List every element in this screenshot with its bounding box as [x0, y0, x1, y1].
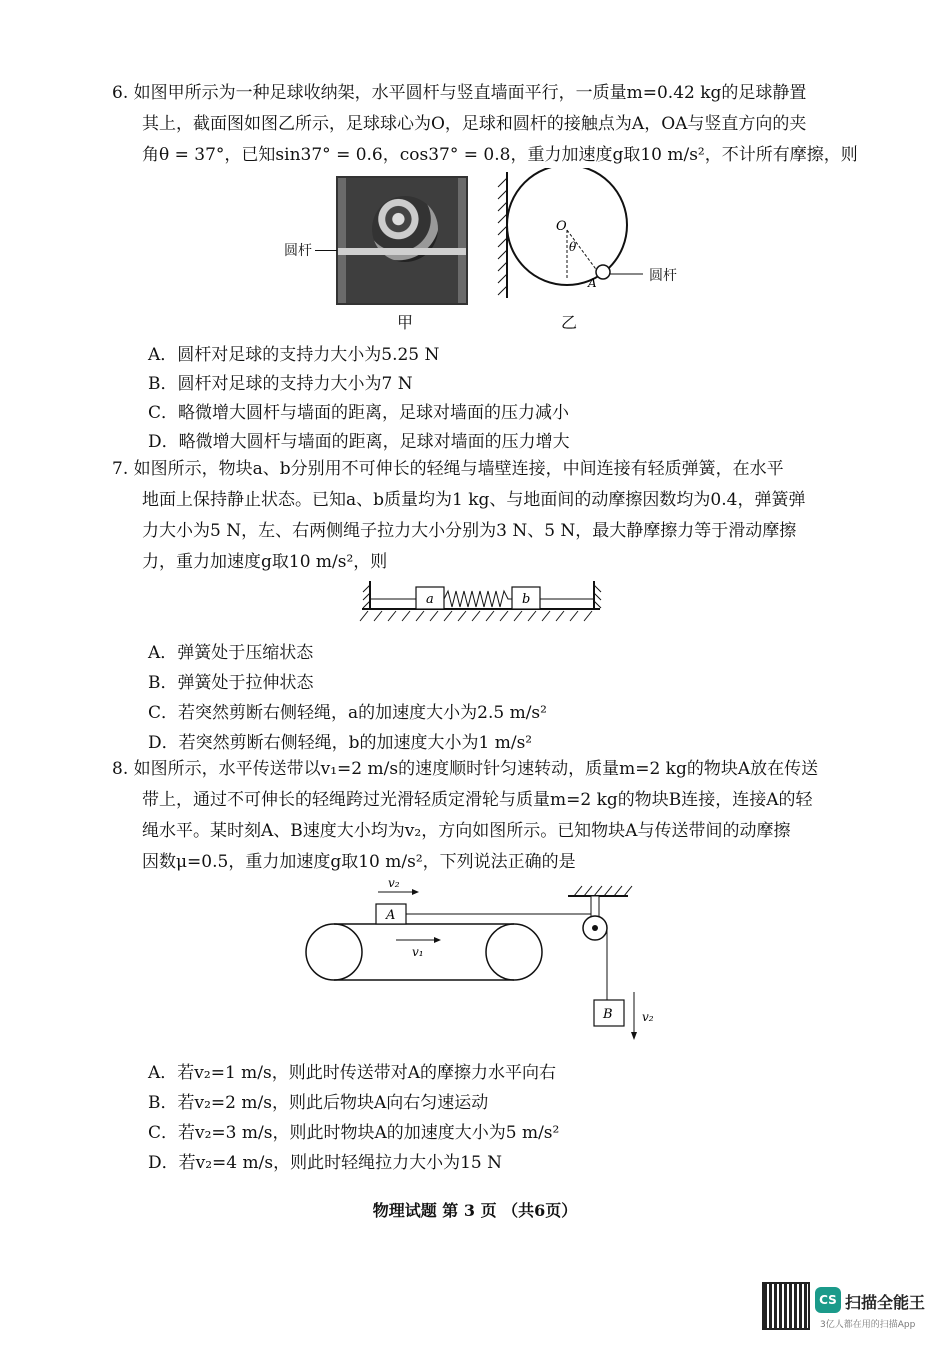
q6-line-1: 6. 如图甲所示为一种足球收纳架，水平圆杆与竖直墙面平行，一质量m=0.42 kg的足球静置 [112, 83, 807, 103]
q7-option-d: D．若突然剪断右侧轻绳，b的加速度大小为1 m/s² [148, 733, 533, 753]
caption-jia: 甲 [397, 313, 414, 332]
figure-q8-conveyor [300, 872, 670, 1042]
q6-option-c: C．略微增大圆杆与墙面的距离，足球对墙面的压力减小 [148, 403, 570, 423]
q7-line-3: 力大小为5 N，左、右两侧绳子拉力大小分别为3 N、5 N，最大静摩擦力等于滑动摩擦 [142, 521, 797, 541]
label-b-hanging: B [603, 1007, 613, 1022]
camscanner-logo-icon: CS [815, 1287, 841, 1313]
spring [444, 591, 512, 607]
q6-option-b: B．圆杆对足球的支持力大小为7 N [148, 374, 413, 394]
figure-q7-spring-blocks [350, 575, 610, 625]
rod-cross-section [596, 265, 610, 279]
q8-line-1: 8. 如图所示，水平传送带以v₁=2 m/s的速度顺时针匀速转动，质量m=2 kg的物块A放在传送 [112, 759, 819, 779]
q8-line-3: 绳水平。某时刻A、B速度大小均为v₂，方向如图所示。已知物块A与传送带间的动摩擦 [142, 821, 791, 841]
question-7 [112, 454, 857, 578]
label-a-block: a [426, 592, 434, 607]
label-v2-right: v₂ [642, 1010, 654, 1024]
q8-option-b: B．若v₂=2 m/s，则此后物块A向右匀速运动 [148, 1093, 489, 1113]
label-v2-top: v₂ [388, 876, 400, 890]
question-8 [112, 754, 857, 878]
q8-line-4: 因数μ=0.5，重力加速度g取10 m/s²，下列说法正确的是 [142, 852, 576, 872]
q6-option-d: D．略微增大圆杆与墙面的距离，足球对墙面的压力增大 [148, 432, 570, 452]
q7-line-1: 7. 如图所示，物块a、b分别用不可伸长的轻绳与墙壁连接，中间连接有轻质弹簧，在水平 [112, 459, 784, 479]
label-v1: v₁ [412, 945, 424, 959]
q7-option-a: A．弹簧处于压缩状态 [148, 643, 314, 663]
label-o: O [556, 219, 567, 234]
q8-option-c: C．若v₂=3 m/s，则此时物块A的加速度大小为5 m/s² [148, 1123, 560, 1143]
caption-yi: 乙 [561, 313, 578, 332]
rod-label-right: 圆杆 [649, 268, 677, 284]
qr-code-icon [762, 1282, 810, 1330]
left-roller [306, 924, 362, 980]
q7-line-2: 地面上保持静止状态。已知a、b质量均为1 kg、与地面间的动摩擦因数均为0.4，弹簧弹 [142, 490, 806, 510]
rod-pointer-line [315, 250, 337, 251]
label-theta: θ [569, 240, 577, 254]
page-footer: 物理试题 第 3 页 （共6页） [372, 1201, 578, 1220]
q8-line-2: 带上，通过不可伸长的轻绳跨过光滑轻质定滑轮与质量m=2 kg的物块B连接，连接A的轻 [142, 790, 813, 810]
question-6 [112, 78, 857, 171]
q8-option-d: D．若v₂=4 m/s，则此时轻绳拉力大小为15 N [148, 1153, 502, 1173]
q7-option-b: B．弹簧处于拉伸状态 [148, 673, 314, 693]
label-a: A [588, 276, 597, 290]
label-b-block: b [522, 592, 531, 607]
label-a-conveyor: A [386, 908, 396, 923]
q7-option-c: C．若突然剪断右侧轻绳，a的加速度大小为2.5 m/s² [148, 703, 547, 723]
q6-line-3: 角θ = 37°，已知sin37° = 0.6，cos37° = 0.8，重力加速度g取10 m/s²，不计所有摩擦，则 [142, 145, 858, 165]
scanner-tagline: 3亿人都在用的扫描App [820, 1320, 916, 1330]
q6-option-a: A．圆杆对足球的支持力大小为5.25 N [148, 345, 440, 365]
right-roller [486, 924, 542, 980]
scanner-brand-name: 扫描全能王 [845, 1293, 926, 1312]
q8-option-a: A．若v₂=1 m/s，则此时传送带对A的摩擦力水平向右 [148, 1063, 557, 1083]
figure-jia-photo [336, 176, 468, 305]
q7-line-4: 力，重力加速度g取10 m/s²，则 [142, 552, 388, 572]
rod-image [338, 248, 466, 255]
q6-line-2: 其上，截面图如图乙所示，足球球心为O，足球和圆杆的接触点为A，OA与竖直方向的夹 [142, 114, 807, 134]
rod-label-left: 圆杆 [284, 243, 312, 259]
